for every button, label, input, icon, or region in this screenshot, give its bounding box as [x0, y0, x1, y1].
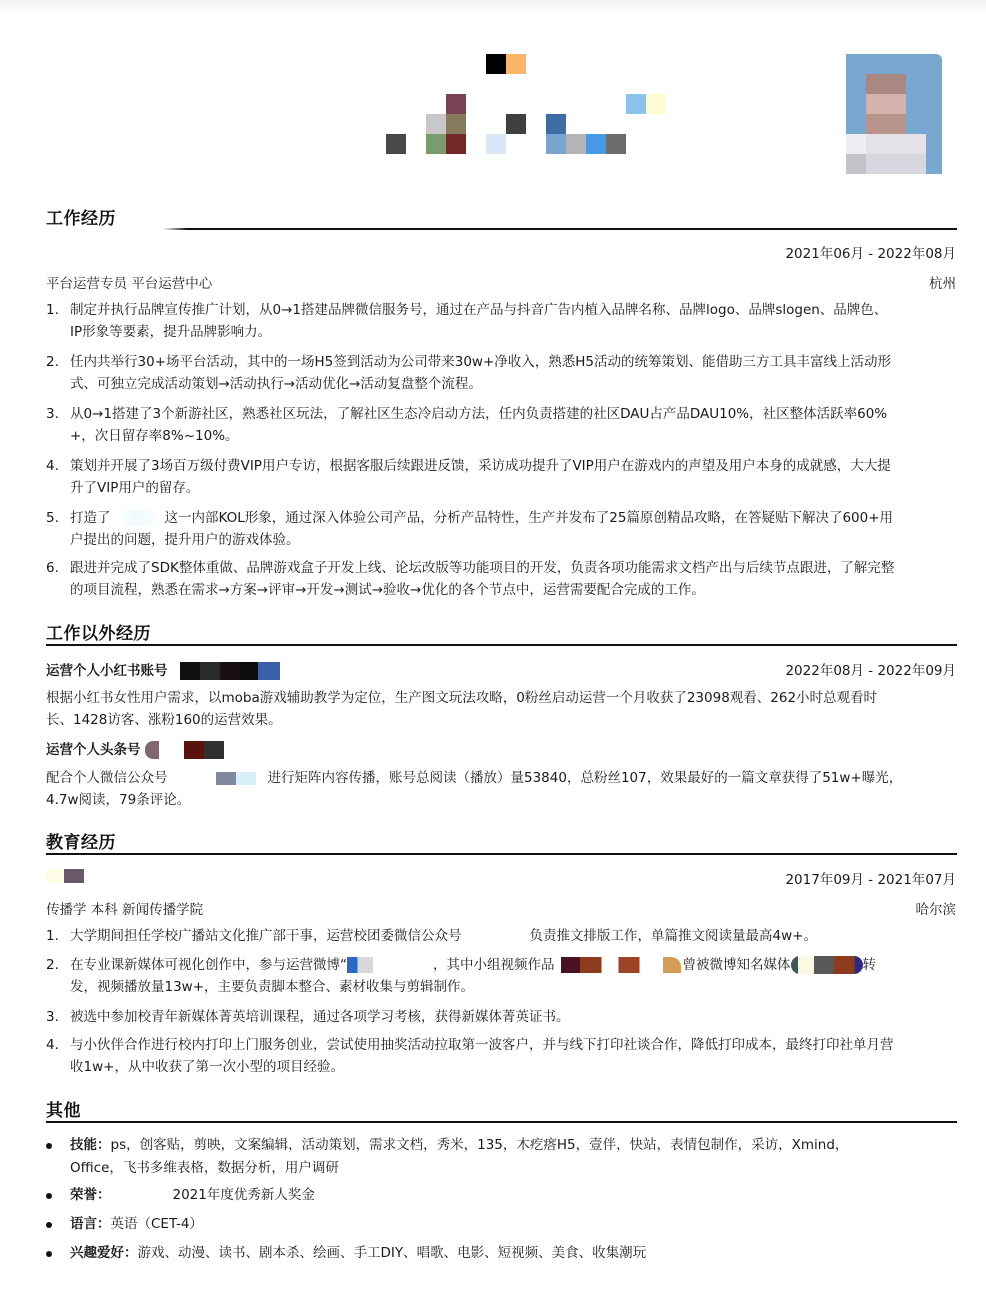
- other-language: [46, 1213, 946, 1236]
- honor-label: 荣誉：: [70, 1187, 111, 1203]
- honor-value: 2021年度优秀新人奖金: [172, 1187, 315, 1203]
- photo-mosaic-block: [866, 94, 906, 114]
- item-text-line: [70, 954, 960, 976]
- work-item-3: [46, 403, 958, 447]
- photo-mosaic-block: [846, 134, 866, 154]
- text-suffix: 进行矩阵内容传播，账号总阅读（播放）量53840，总粉丝107，效果最好的一篇文章获得了51w+曝光，: [267, 770, 903, 786]
- mosaic-block: [446, 94, 466, 114]
- item-number: 2.: [46, 957, 59, 973]
- item-text-line: 式、可独立完成活动策划→活动执行→活动优化→活动复盘整个流程。: [70, 376, 482, 392]
- skills-line: [70, 1134, 946, 1157]
- item-number: 4.: [46, 1037, 59, 1053]
- mosaic-block: [506, 114, 526, 134]
- item-text-line: 从0→1搭建了3个新游社区，熟悉社区玩法，了解社区生态冷启动方法，任内负责搭建的社区DAU占产品DAU10%，社区整体活跃率60%: [70, 406, 888, 422]
- section-title-education: 教育经历: [46, 833, 116, 853]
- item-number: 2.: [46, 354, 59, 370]
- toutiao-description: [46, 767, 956, 811]
- photo-mosaic-block: [866, 114, 906, 134]
- work-date-range: 2021年06月 - 2022年08月: [785, 246, 956, 262]
- language-label: 语言：: [70, 1216, 111, 1232]
- text-prefix: 在专业课新媒体可视化创作中，参与运营微博“: [70, 957, 347, 973]
- item-text-line: 升了VIP用户的留存。: [70, 480, 200, 496]
- redacted-school-part2: [64, 869, 84, 883]
- mosaic-block: [446, 134, 466, 154]
- item-number: 4.: [46, 458, 59, 474]
- item-text-line: 收1w+，从中收获了第一次小型的项目经验。: [70, 1059, 344, 1075]
- item-text-line: IP形象等要素，提升品牌影响力。: [70, 324, 272, 340]
- skills-label: 技能：: [70, 1137, 111, 1153]
- redacted-wechat-account: [216, 772, 256, 785]
- text-suffix: 转: [862, 957, 876, 973]
- item-text-line: 户提出的问题，提升用户的游戏体验。: [70, 532, 300, 548]
- para-line: 4.7w阅读，79条评论。: [46, 792, 191, 808]
- text-suffix: 负责推文排版工作，单篇推文阅读量最高4w+。: [529, 928, 817, 944]
- para-line: 长、1428访客、涨粉160的运营效果。: [46, 712, 282, 728]
- redacted-video-title: [561, 957, 657, 973]
- item-text-line: 策划并开展了3场百万级付费VIP用户专访，根据客服后续跟进反馈，采访成功提升了VIP用户在游戏内的声望及用户本身的成就感，大大提: [70, 458, 891, 474]
- text-prefix: 配合个人微信公众号: [46, 770, 168, 786]
- redacted-toutiao-part2: [184, 741, 224, 759]
- bullet-icon: [46, 1193, 52, 1199]
- section-rule-other: [46, 1121, 957, 1123]
- language-value: 英语（CET-4）: [110, 1216, 203, 1232]
- skills-value-line2: Office，飞书多维表格，数据分析，用户调研: [70, 1160, 339, 1176]
- hobby-label: 兴趣爱好：: [70, 1245, 138, 1261]
- hobby-value: 游戏、动漫、读书、剧本杀、绘画、手工DIY、唱歌、电影、短视频、美食、收集潮玩: [137, 1245, 647, 1261]
- mosaic-block: [446, 114, 466, 134]
- bullet-icon: [46, 1251, 52, 1257]
- work-item-4: [46, 455, 958, 499]
- item-text-line: 任内共举行30+场平台活动，其中的一场H5签到活动为公司带来30w+净收入，熟悉H5活动的统筹策划、能借助三方工具丰富线上活动形: [70, 354, 892, 370]
- item-text-line: [70, 507, 960, 529]
- text-mid: 曾被微博知名媒体: [682, 957, 791, 973]
- education-item-3: [46, 1006, 958, 1028]
- item-number: 1.: [46, 302, 59, 318]
- education-location: 哈尔滨: [915, 902, 956, 918]
- text-prefix: 打造了: [70, 510, 111, 526]
- section-rule-education: [46, 853, 957, 855]
- mosaic-block: [546, 134, 566, 154]
- redacted-media-name: [791, 956, 863, 974]
- item-number: 6.: [46, 560, 59, 576]
- other-hobbies: [46, 1242, 946, 1265]
- redacted-video-title-end: [663, 957, 681, 973]
- mosaic-block: [386, 134, 406, 154]
- skills-value: ps，创客贴，剪映，文案编辑，活动策划，需求文档，秀米，135，木疙瘩H5，壹伴，快站，表情包制作，采访，Xmind，: [110, 1137, 849, 1153]
- work-location: 杭州: [929, 276, 956, 292]
- section-title-extra: 工作以外经历: [46, 624, 151, 644]
- text-prefix: 大学期间担任学校广播站文化推广部干事，运营校团委微信公众号: [70, 928, 462, 944]
- mosaic-block: [506, 54, 526, 74]
- para-line: 根据小红书女性用户需求，以moba游戏辅助教学为定位，生产图文玩法攻略，0粉丝启动运营一个月收获了23098观看、262小时总观看时: [46, 690, 878, 706]
- photo-mosaic-block: [866, 154, 926, 174]
- work-role: 平台运营专员 平台运营中心: [46, 276, 213, 292]
- item-text-line: 跟进并完成了SDK整体重做、品牌游戏盒子开发上线、论坛改版等功能项目的开发，负责各项功能需求文档产出与后续节点跟进，了解完整: [70, 560, 895, 576]
- section-title-work: 工作经历: [46, 209, 116, 229]
- item-text-line: 发，视频播放量13w+，主要负责脚本整合、素材收集与剪辑制作。: [70, 979, 475, 995]
- item-text-line: 被选中参加校青年新媒体菁英培训课程，通过各项学习考核，获得新媒体菁英证书。: [70, 1009, 570, 1025]
- mosaic-block: [626, 94, 646, 114]
- toutiao-title-text: 运营个人头条号: [46, 742, 141, 758]
- photo-mosaic-block: [846, 154, 866, 174]
- xhs-title-text: 运营个人小红书账号: [46, 663, 168, 679]
- work-item-2: [46, 351, 958, 395]
- redacted-xhs-account: [180, 662, 280, 680]
- work-item-1: [46, 299, 958, 343]
- bullet-icon: [46, 1143, 52, 1149]
- other-honor: [46, 1184, 946, 1207]
- section-rule-work: [163, 228, 957, 230]
- education-date-range: 2017年09月 - 2021年07月: [785, 872, 956, 888]
- xhs-date-range: 2022年08月 - 2022年09月: [785, 663, 956, 679]
- redacted-school-part1: [46, 869, 64, 883]
- mosaic-block: [426, 114, 446, 134]
- mosaic-block: [486, 54, 506, 74]
- item-text-line: 与小伙伴合作进行校内打印上门服务创业，尝试使用抽奖活动拉取第一波客户，并与线下打印社谈合作，降低打印成本，最终打印社单月营: [70, 1037, 894, 1053]
- mosaic-block: [646, 94, 666, 114]
- redacted-kol-name: [115, 510, 161, 526]
- section-rule-extra: [46, 644, 957, 646]
- education-item-4: [46, 1034, 958, 1078]
- xhs-description: [46, 687, 956, 731]
- mosaic-block: [546, 114, 566, 134]
- item-text-line: 制定并执行品牌宣传推广计划，从0→1搭建品牌微信服务号，通过在产品与抖音广告内植入品牌名称、品牌logo、品牌slogen、品牌色、: [70, 302, 888, 318]
- photo-mosaic-block: [866, 134, 926, 154]
- education-item-2: [46, 954, 958, 998]
- section-title-other: 其他: [46, 1101, 81, 1121]
- school-name-redacted: [46, 868, 84, 884]
- photo-mosaic-block: [866, 74, 906, 94]
- text-mid: ，其中小组视频作品: [433, 957, 555, 973]
- mosaic-block: [426, 134, 446, 154]
- para-line: [46, 767, 956, 789]
- xhs-title: [46, 659, 280, 680]
- other-skills: [46, 1134, 946, 1180]
- mosaic-block: [486, 134, 506, 154]
- text-suffix: 这一内部KOL形象，通过深入体验公司产品，分析产品特性，生产并发布了25篇原创精品攻略，在答疑贴下解决了600+用: [164, 510, 894, 526]
- mosaic-block: [566, 134, 586, 154]
- item-number: 5.: [46, 510, 59, 526]
- page-top-shadow: [0, 0, 986, 14]
- item-number: 3.: [46, 406, 59, 422]
- redacted-toutiao-part1: [145, 741, 159, 759]
- mosaic-block: [586, 134, 606, 154]
- item-number: 3.: [46, 1009, 59, 1025]
- work-item-5: [46, 507, 958, 551]
- profile-photo-redacted: [846, 54, 946, 174]
- education-item-1: [46, 925, 958, 947]
- redacted-weibo-name: [347, 957, 433, 973]
- redacted-wechat-name: [462, 928, 530, 944]
- toutiao-title: [46, 738, 224, 759]
- item-number: 1.: [46, 928, 59, 944]
- work-item-6: [46, 557, 958, 601]
- mosaic-block: [606, 134, 626, 154]
- education-major: 传播学 本科 新闻传播学院: [46, 902, 204, 918]
- item-text-line: 的项目流程，熟悉在需求→方案→评审→开发→测试→验收→优化的各个节点中，运营需要配合完成的工作。: [70, 582, 705, 598]
- item-text-line: +，次日留存率8%~10%。: [70, 428, 239, 444]
- bullet-icon: [46, 1222, 52, 1228]
